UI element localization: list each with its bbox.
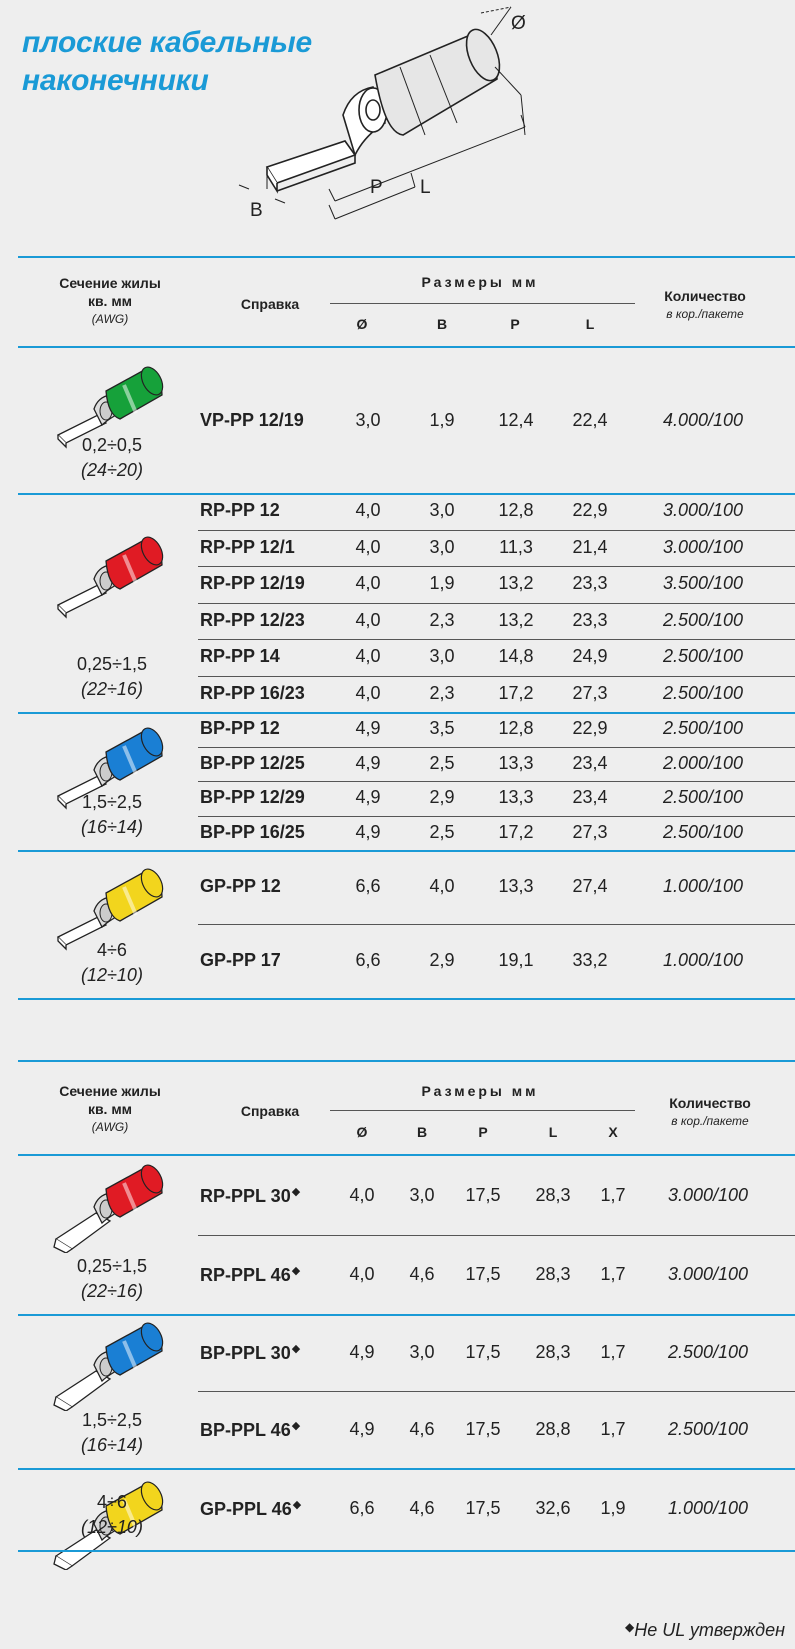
dim-d: 6,6 bbox=[355, 876, 381, 896]
row-divider bbox=[198, 1235, 795, 1236]
section-awg: (12÷10) bbox=[81, 1517, 143, 1537]
not-ul-mark: ◆ bbox=[291, 1419, 301, 1432]
dim-x: 1,7 bbox=[600, 1263, 626, 1284]
dim-b: 3,0 bbox=[429, 536, 455, 557]
not-ul-mark: ◆ bbox=[292, 1499, 302, 1511]
p-label: P bbox=[370, 177, 383, 198]
part-reference-text: VP-PP 12/19 bbox=[200, 409, 304, 430]
part-reference bbox=[200, 500, 280, 521]
title-line-2: наконечники bbox=[22, 64, 209, 97]
quantity-value: 3.000/100 bbox=[662, 500, 744, 521]
dim-d: 4,0 bbox=[355, 536, 381, 557]
dim-d: 4,9 bbox=[355, 718, 381, 739]
part-reference bbox=[200, 646, 280, 667]
dim-p: 11,3 bbox=[499, 536, 533, 557]
part-reference bbox=[200, 683, 305, 704]
dim-b: 3,0 bbox=[409, 1341, 435, 1362]
row-divider bbox=[198, 781, 795, 782]
part-reference bbox=[200, 718, 280, 739]
dim-p: 17,2 bbox=[498, 682, 534, 703]
part-reference bbox=[200, 1264, 300, 1286]
dim-b: 4,6 bbox=[409, 1263, 435, 1284]
dim-d: 4,0 bbox=[355, 682, 381, 703]
dim-l: 28,8 bbox=[535, 1418, 571, 1439]
row-divider bbox=[198, 603, 795, 604]
row-divider bbox=[198, 747, 795, 748]
part-reference-text: GP-PPL 46 bbox=[200, 1499, 292, 1519]
section-awg: (16÷14) bbox=[81, 817, 143, 837]
dim-b: 3,5 bbox=[429, 718, 455, 739]
table2-quantity-header: Количество в кор./пакете bbox=[669, 1095, 751, 1128]
dim-d: 4,0 bbox=[349, 1184, 375, 1205]
dim-l: 22,9 bbox=[572, 500, 608, 521]
footnote-text: Не UL утвержден bbox=[634, 1620, 785, 1640]
dim-b: 2,9 bbox=[429, 950, 455, 970]
dim-l: 22,9 bbox=[572, 718, 608, 739]
not-ul-mark: ◆ bbox=[291, 1264, 301, 1277]
dim-x: 1,7 bbox=[600, 1418, 626, 1439]
dim-x: 1,7 bbox=[600, 1184, 626, 1205]
dim-p: 13,2 bbox=[498, 573, 534, 594]
part-reference-text: BP-PP 16/25 bbox=[200, 821, 305, 842]
dim-p: 13,2 bbox=[498, 609, 534, 630]
dim-p: 13,3 bbox=[498, 752, 534, 773]
dim-p: 17,5 bbox=[465, 1498, 501, 1518]
table1-dimensions-rule bbox=[330, 303, 635, 304]
section-value: 1,5÷2,5 bbox=[82, 792, 142, 812]
row-divider bbox=[198, 530, 795, 531]
part-reference-text: RP-PP 12 bbox=[200, 500, 280, 521]
dimension-diagram bbox=[225, 5, 605, 240]
table2-top-rule bbox=[18, 1060, 795, 1062]
title-line-1: плоские кабельные bbox=[22, 26, 312, 59]
dim-l: 24,9 bbox=[572, 646, 608, 667]
l-label: L bbox=[420, 177, 431, 198]
part-reference-text: RP-PP 16/23 bbox=[200, 682, 305, 703]
table1-quantity-header: Количество в кор./пакете bbox=[664, 288, 746, 321]
part-reference bbox=[200, 787, 305, 808]
not-ul-mark: ◆ bbox=[291, 1342, 301, 1355]
table1-dimensions-header: Размеры мм bbox=[421, 274, 539, 290]
pin-terminal-drawing bbox=[225, 5, 605, 240]
row-divider bbox=[198, 816, 795, 817]
part-reference bbox=[200, 753, 305, 774]
section-awg: (16÷14) bbox=[81, 1435, 143, 1455]
dim-d: 4,0 bbox=[355, 646, 381, 667]
dim-p: 14,8 bbox=[498, 646, 534, 667]
part-reference-text: RP-PP 12/1 bbox=[200, 536, 295, 557]
dim-d: 4,9 bbox=[349, 1418, 375, 1439]
dim-l: 23,4 bbox=[572, 787, 608, 808]
dim-l: 27,4 bbox=[572, 876, 608, 896]
section-size bbox=[42, 1254, 182, 1304]
quantity-value: 2.500/100 bbox=[662, 718, 744, 739]
section-value: 0,25÷1,5 bbox=[77, 654, 147, 674]
dim-p: 17,5 bbox=[465, 1263, 501, 1284]
section-value: 4÷6 bbox=[97, 1492, 127, 1512]
part-reference-text: GP-PP 12 bbox=[200, 876, 281, 896]
dim-d: 3,0 bbox=[355, 409, 381, 430]
table2-col-d: Ø bbox=[356, 1124, 368, 1140]
group-divider bbox=[18, 1550, 795, 1552]
part-reference-text: BP-PP 12/29 bbox=[200, 787, 305, 808]
dim-d: 4,0 bbox=[355, 573, 381, 594]
quantity-value: 3.000/100 bbox=[667, 1184, 749, 1205]
part-reference-text: BP-PP 12 bbox=[200, 718, 280, 739]
dim-b: 3,0 bbox=[429, 500, 455, 521]
section-awg: (24÷20) bbox=[81, 460, 143, 480]
table1-col-b: B bbox=[436, 316, 448, 332]
row-divider bbox=[198, 1391, 795, 1392]
part-reference bbox=[200, 610, 305, 631]
part-reference bbox=[200, 1498, 301, 1520]
section-value: 4÷6 bbox=[97, 940, 127, 960]
dim-b: 1,9 bbox=[429, 409, 455, 430]
section-size bbox=[42, 938, 182, 988]
part-reference bbox=[200, 537, 295, 558]
row-divider bbox=[198, 566, 795, 567]
footnote-mark: ◆ bbox=[625, 1620, 635, 1634]
dim-d: 6,6 bbox=[349, 1498, 375, 1518]
section-size bbox=[42, 790, 182, 840]
quantity-value: 2.500/100 bbox=[662, 646, 744, 667]
dim-d: 4,9 bbox=[355, 787, 381, 808]
quantity-value: 2.500/100 bbox=[662, 787, 744, 808]
table2-dimensions-rule bbox=[330, 1110, 635, 1111]
table2-col-x: X bbox=[608, 1124, 618, 1140]
dim-p: 17,2 bbox=[498, 821, 534, 842]
quantity-value: 1.000/100 bbox=[662, 950, 744, 970]
dim-l: 28,3 bbox=[535, 1184, 571, 1205]
dim-p: 17,5 bbox=[465, 1184, 501, 1205]
section-size bbox=[42, 1490, 182, 1540]
part-reference bbox=[200, 822, 305, 843]
row-divider bbox=[198, 676, 795, 677]
quantity-value: 2.500/100 bbox=[667, 1418, 749, 1439]
part-reference-text: RP-PP 12/19 bbox=[200, 573, 305, 594]
dim-l: 27,3 bbox=[572, 682, 608, 703]
section-size bbox=[42, 433, 182, 483]
dim-p: 12,8 bbox=[498, 500, 534, 521]
dim-p: 17,5 bbox=[465, 1341, 501, 1362]
dim-d: 4,0 bbox=[355, 609, 381, 630]
quantity-value: 2.500/100 bbox=[667, 1341, 749, 1362]
table1-col-d: Ø bbox=[356, 316, 368, 332]
quantity-value: 2.500/100 bbox=[662, 682, 744, 703]
quantity-value: 1.000/100 bbox=[667, 1498, 749, 1518]
part-reference-text: GP-PP 17 bbox=[200, 950, 281, 970]
dim-l: 21,4 bbox=[572, 536, 608, 557]
part-reference bbox=[200, 950, 281, 971]
table2-header-rule bbox=[18, 1154, 795, 1156]
section-awg: (12÷10) bbox=[81, 965, 143, 985]
dim-d: 4,9 bbox=[355, 752, 381, 773]
table1-reference-header: Справка bbox=[240, 296, 300, 312]
table2-col-l: L bbox=[548, 1124, 558, 1140]
dim-p: 19,1 bbox=[498, 950, 534, 970]
dim-b: 3,0 bbox=[429, 646, 455, 667]
dim-b: 3,0 bbox=[409, 1184, 435, 1205]
not-ul-mark: ◆ bbox=[291, 1185, 301, 1198]
table1-section-header: Сечение жилы кв. мм (AWG) bbox=[59, 275, 161, 326]
table1-col-l: L bbox=[585, 316, 595, 332]
section-value: 0,2÷0,5 bbox=[82, 435, 142, 455]
part-reference-text: RP-PPL 46 bbox=[200, 1264, 291, 1285]
dim-b: 4,6 bbox=[409, 1418, 435, 1439]
part-reference-text: RP-PP 12/23 bbox=[200, 609, 305, 630]
table2-reference-header: Справка bbox=[240, 1103, 300, 1119]
part-reference bbox=[200, 1342, 300, 1364]
dim-d: 4,0 bbox=[349, 1263, 375, 1284]
section-awg: (22÷16) bbox=[81, 1281, 143, 1301]
row-divider bbox=[198, 924, 795, 925]
part-reference-text: RP-PP 14 bbox=[200, 646, 280, 667]
dim-l: 33,2 bbox=[572, 950, 608, 970]
dim-b: 2,5 bbox=[429, 752, 455, 773]
table2-col-p: P bbox=[478, 1124, 488, 1140]
part-reference bbox=[200, 1185, 300, 1207]
footnote bbox=[625, 1620, 785, 1641]
b-label: B bbox=[250, 200, 263, 221]
dim-l: 28,3 bbox=[535, 1341, 571, 1362]
dim-b: 2,9 bbox=[429, 787, 455, 808]
dim-p: 13,3 bbox=[498, 876, 534, 896]
dim-b: 2,5 bbox=[429, 821, 455, 842]
part-reference bbox=[200, 410, 304, 431]
diameter-label: Ø bbox=[511, 13, 526, 34]
dim-b: 2,3 bbox=[429, 682, 455, 703]
quantity-value: 3.000/100 bbox=[662, 536, 744, 557]
part-reference-text: BP-PPL 30 bbox=[200, 1342, 291, 1363]
group-divider bbox=[18, 998, 795, 1000]
dim-x: 1,7 bbox=[600, 1341, 626, 1362]
dim-b: 4,6 bbox=[409, 1498, 435, 1518]
section-value: 1,5÷2,5 bbox=[82, 1410, 142, 1430]
terminal-image bbox=[50, 1161, 170, 1258]
dim-p: 12,8 bbox=[498, 718, 534, 739]
quantity-value: 3.000/100 bbox=[667, 1263, 749, 1284]
dim-d: 6,6 bbox=[355, 950, 381, 970]
quantity-value: 2.500/100 bbox=[662, 821, 744, 842]
dim-d: 4,0 bbox=[355, 500, 381, 521]
part-reference bbox=[200, 876, 281, 897]
part-reference bbox=[200, 1419, 300, 1441]
dim-d: 4,9 bbox=[349, 1341, 375, 1362]
terminal-image bbox=[50, 1319, 170, 1416]
part-reference-text: BP-PP 12/25 bbox=[200, 752, 305, 773]
part-reference bbox=[200, 573, 305, 594]
section-value: 0,25÷1,5 bbox=[77, 1256, 147, 1276]
group-divider bbox=[18, 493, 795, 495]
dim-p: 12,4 bbox=[498, 409, 534, 430]
table2-col-b: B bbox=[416, 1124, 428, 1140]
group-divider bbox=[18, 1314, 795, 1316]
table1-header-rule bbox=[18, 346, 795, 348]
dim-x: 1,9 bbox=[600, 1498, 626, 1518]
table1-col-p: P bbox=[510, 316, 520, 332]
group-divider bbox=[18, 712, 795, 714]
terminal-image bbox=[50, 533, 170, 630]
dim-l: 23,4 bbox=[572, 752, 608, 773]
table2-section-header: Сечение жилы кв. мм (AWG) bbox=[59, 1083, 161, 1134]
dim-l: 32,6 bbox=[535, 1498, 571, 1518]
dim-b: 4,0 bbox=[429, 876, 455, 896]
section-size bbox=[42, 652, 182, 702]
quantity-value: 4.000/100 bbox=[662, 409, 744, 430]
part-reference-text: RP-PPL 30 bbox=[200, 1185, 291, 1206]
table1-top-rule bbox=[18, 256, 795, 258]
dim-l: 28,3 bbox=[535, 1263, 571, 1284]
dim-l: 23,3 bbox=[572, 573, 608, 594]
dim-l: 22,4 bbox=[572, 409, 608, 430]
dim-d: 4,9 bbox=[355, 821, 381, 842]
dim-b: 2,3 bbox=[429, 609, 455, 630]
dim-l: 23,3 bbox=[572, 609, 608, 630]
group-divider bbox=[18, 1468, 795, 1470]
dim-l: 27,3 bbox=[572, 821, 608, 842]
quantity-value: 1.000/100 bbox=[662, 876, 744, 896]
quantity-value: 3.500/100 bbox=[662, 573, 744, 594]
dim-b: 1,9 bbox=[429, 573, 455, 594]
row-divider bbox=[198, 639, 795, 640]
dim-p: 13,3 bbox=[498, 787, 534, 808]
quantity-value: 2.500/100 bbox=[662, 609, 744, 630]
section-size bbox=[42, 1408, 182, 1458]
part-reference-text: BP-PPL 46 bbox=[200, 1419, 291, 1440]
table2-dimensions-header: Размеры мм bbox=[421, 1083, 539, 1099]
quantity-value: 2.000/100 bbox=[662, 752, 744, 773]
section-awg: (22÷16) bbox=[81, 679, 143, 699]
dim-p: 17,5 bbox=[465, 1418, 501, 1439]
group-divider bbox=[18, 850, 795, 852]
